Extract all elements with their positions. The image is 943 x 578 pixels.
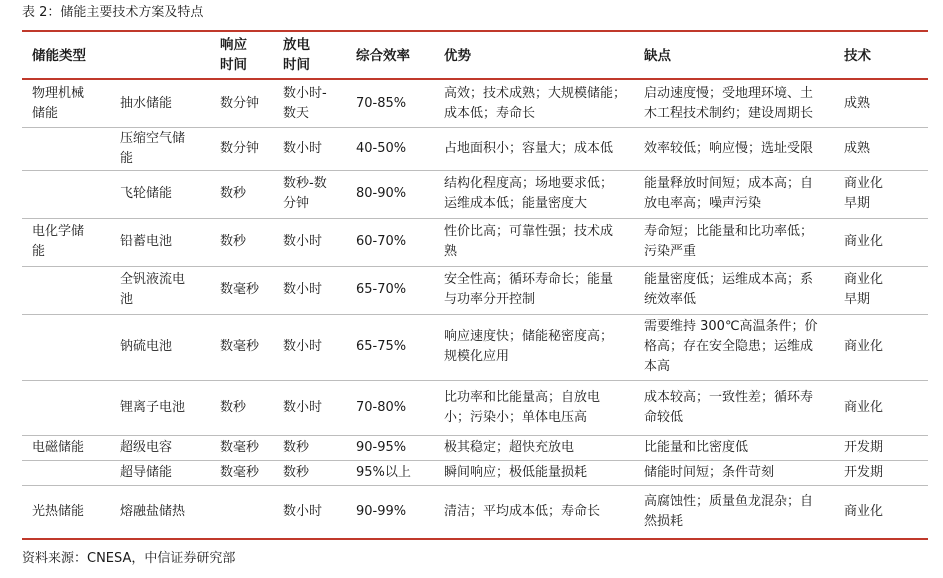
cell-tech: 钠硫电池 xyxy=(120,339,173,354)
cell-category xyxy=(32,380,132,435)
cell-category: 电化学储 能 xyxy=(32,224,85,259)
header-response-time: 响应 时间 xyxy=(220,37,247,73)
cell-pros: 清洁；平均成本低；寿命长 xyxy=(444,503,601,519)
cell-response: 数毫秒 xyxy=(220,464,260,480)
cell-response: 数毫秒 xyxy=(220,282,260,297)
cell-cons: 能量释放时间短；成本高；自 放电率高；噪声污染 xyxy=(644,176,814,211)
cell-discharge: 数小时 xyxy=(283,140,323,156)
header-maturity: 技术 xyxy=(844,48,871,64)
header-cons: 缺点 xyxy=(644,48,671,64)
cell-maturity: 成熟 xyxy=(844,140,871,156)
cell-pros: 高效；技术成熟；大规模储能； 成本低；寿命长 xyxy=(444,85,627,121)
cell-cons: 比能量和比密度低 xyxy=(644,439,749,455)
cell-efficiency: 80-90% xyxy=(356,186,407,201)
cell-maturity: 商业化 xyxy=(844,234,884,249)
cell-pros: 安全性高；循环寿命长；能量 与功率分开控制 xyxy=(444,272,614,307)
cell-tech: 压缩空气储 能 xyxy=(120,130,186,166)
cell-tech: 熔融盐储热 xyxy=(120,503,186,519)
table-caption: 表 2：储能主要技术方案及特点 xyxy=(22,5,204,20)
cell-efficiency: 65-70% xyxy=(356,282,407,297)
header-discharge-time: 放电 时间 xyxy=(283,37,310,73)
cell-discharge: 数秒-数 分钟 xyxy=(283,176,327,211)
cell-efficiency: 95%以上 xyxy=(356,464,411,480)
cell-response xyxy=(220,485,282,538)
cell-pros: 响应速度快；储能秘密度高； 规模化应用 xyxy=(444,329,614,364)
header-pros: 优势 xyxy=(444,48,471,64)
cell-maturity: 开发期 xyxy=(844,439,884,455)
cell-category xyxy=(32,460,132,485)
cell-category xyxy=(32,127,132,170)
cell-efficiency: 70-85% xyxy=(356,95,407,111)
cell-pros: 性价比高；可靠性强；技术成 熟 xyxy=(444,224,614,259)
cell-tech: 铅蓄电池 xyxy=(120,234,173,249)
cell-category: 电磁储能 xyxy=(32,439,85,455)
cell-category xyxy=(32,266,132,314)
cell-discharge: 数小时 xyxy=(283,503,323,519)
cell-efficiency: 40-50% xyxy=(356,140,407,156)
header-category: 储能类型 xyxy=(32,48,86,64)
cell-pros: 结构化程度高；场地要求低； 运维成本低；能量密度大 xyxy=(444,176,614,211)
cell-tech: 锂离子电池 xyxy=(120,399,186,415)
cell-discharge: 数秒 xyxy=(283,439,310,455)
cell-category xyxy=(32,170,132,218)
cell-cons: 储能时间短；条件苛刻 xyxy=(644,464,775,480)
cell-cons: 寿命短；比能量和比功率低； 污染严重 xyxy=(644,224,814,259)
cell-pros: 占地面积小；容量大；成本低 xyxy=(444,140,614,156)
header-efficiency: 综合效率 xyxy=(356,48,410,64)
cell-pros: 极其稳定；超快充放电 xyxy=(444,439,575,455)
cell-response: 数分钟 xyxy=(220,95,260,111)
cell-discharge: 数小时 xyxy=(283,234,323,249)
cell-cons: 高腐蚀性；质量鱼龙混杂；自 然损耗 xyxy=(644,493,814,529)
cell-tech: 全钒液流电 池 xyxy=(120,272,186,307)
cell-discharge: 数小时 xyxy=(283,282,323,297)
cell-cons: 启动速度慢；受地理环境、土 木工程技术制约；建设周期长 xyxy=(644,85,814,121)
cell-response: 数秒 xyxy=(220,234,247,249)
cell-cons: 能量密度低；运维成本高；系 统效率低 xyxy=(644,272,814,307)
cell-tech: 飞轮储能 xyxy=(120,186,173,201)
bottom-rule xyxy=(22,538,928,540)
cell-maturity: 商业化 xyxy=(844,339,884,354)
cell-discharge: 数小时- 数天 xyxy=(283,85,327,121)
cell-cons: 成本较高；一致性差；循环寿 命较低 xyxy=(644,389,814,425)
cell-pros: 比功率和比能量高；自放电 小；污染小；单体电压高 xyxy=(444,389,601,425)
cell-cons: 效率较低；响应慢；选址受限 xyxy=(644,140,814,156)
cell-discharge: 数秒 xyxy=(283,464,310,480)
cell-maturity: 商业化 xyxy=(844,399,884,415)
cell-efficiency: 90-99% xyxy=(356,503,407,519)
cell-category: 光热储能 xyxy=(32,503,85,519)
cell-tech: 超导储能 xyxy=(120,464,173,480)
cell-response: 数分钟 xyxy=(220,140,260,156)
cell-discharge: 数小时 xyxy=(283,339,323,354)
cell-response: 数毫秒 xyxy=(220,339,260,354)
cell-efficiency: 60-70% xyxy=(356,234,407,249)
cell-cons: 需要维持 300℃高温条件；价 格高；存在安全隐患；运维成 本高 xyxy=(644,319,818,374)
cell-tech: 抽水储能 xyxy=(120,95,173,111)
cell-maturity: 成熟 xyxy=(844,95,871,111)
cell-maturity: 商业化 早期 xyxy=(844,272,884,307)
cell-maturity: 开发期 xyxy=(844,464,884,480)
cell-category: 物理机械 储能 xyxy=(32,85,85,121)
cell-maturity: 商业化 早期 xyxy=(844,176,884,211)
cell-response: 数毫秒 xyxy=(220,439,260,455)
cell-response: 数秒 xyxy=(220,399,247,415)
cell-category xyxy=(32,314,132,380)
cell-efficiency: 65-75% xyxy=(356,339,407,354)
top-rule xyxy=(22,30,928,32)
cell-pros: 瞬间响应；极低能量损耗 xyxy=(444,464,588,480)
cell-efficiency: 90-95% xyxy=(356,439,407,455)
cell-discharge: 数小时 xyxy=(283,399,323,415)
source-note: 资料来源：CNESA，中信证券研究部 xyxy=(22,551,236,566)
cell-efficiency: 70-80% xyxy=(356,399,407,415)
cell-response: 数秒 xyxy=(220,186,247,201)
cell-maturity: 商业化 xyxy=(844,503,884,519)
cell-tech: 超级电容 xyxy=(120,439,173,455)
